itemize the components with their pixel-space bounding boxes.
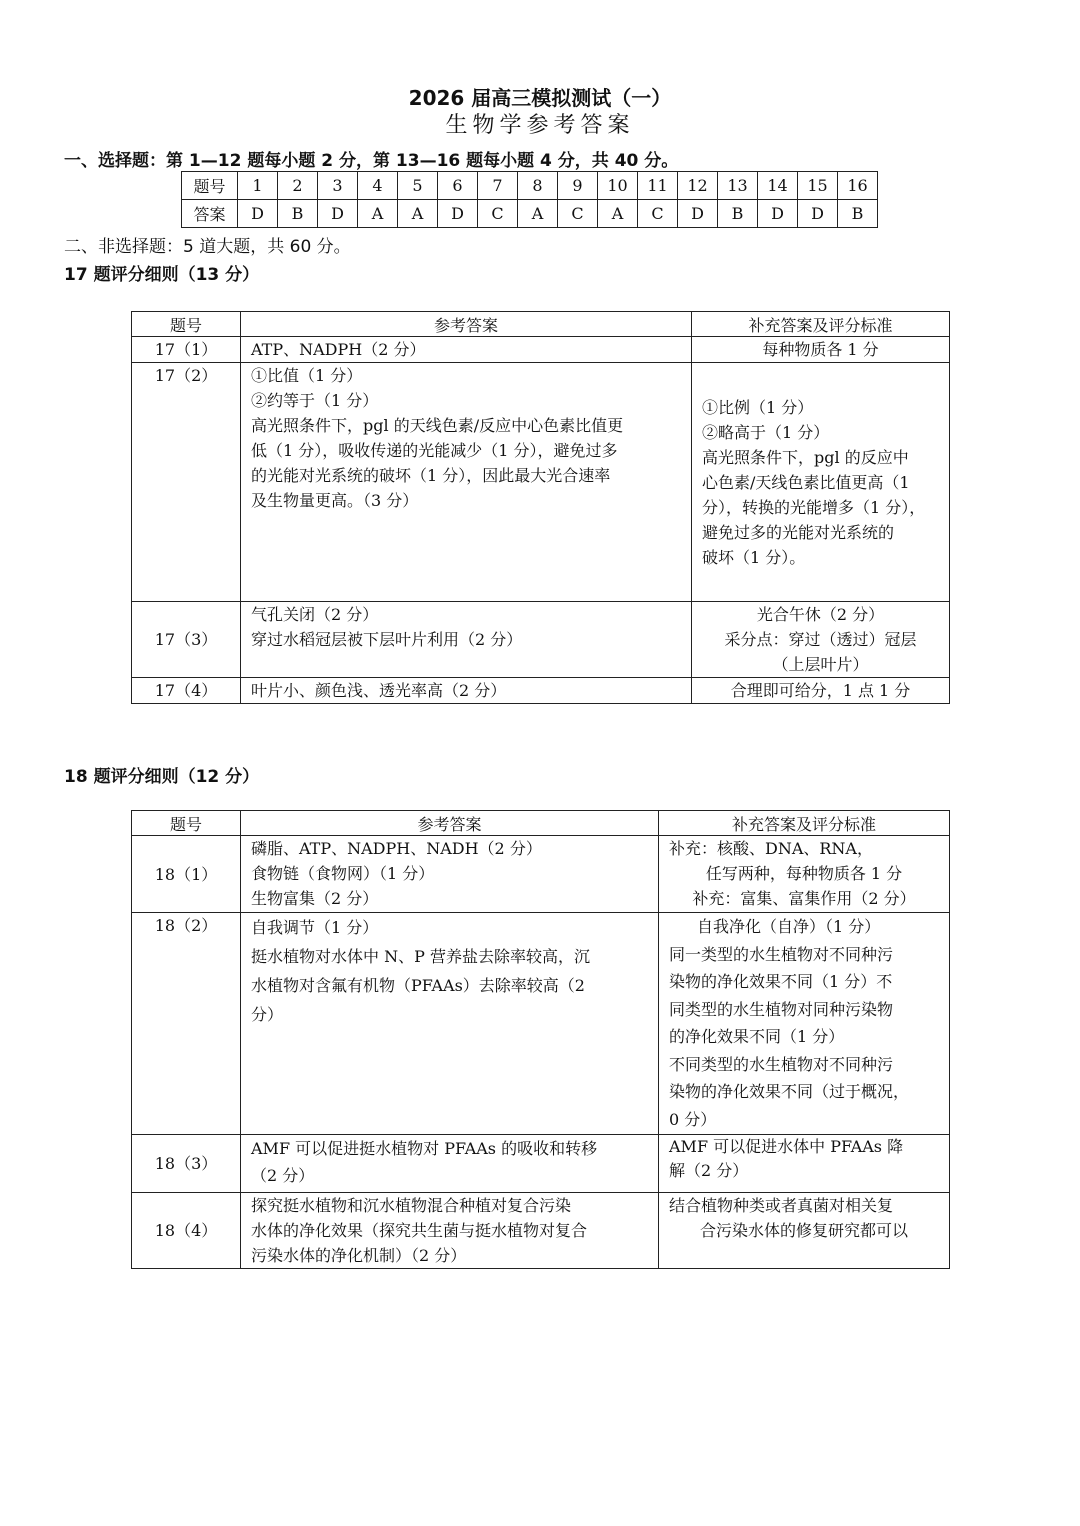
column-header: 题号 <box>132 811 241 836</box>
answer-line: 水体的净化效果（探究共生菌与挺水植物对复合 <box>251 1221 588 1240</box>
supplement-line: 高光照条件下，pgl 的反应中 <box>702 447 909 467</box>
q17-heading: 17 题评分细则（13 分） <box>64 265 260 285</box>
mcq-number: 4 <box>358 172 398 200</box>
page-subtitle: 生物学参考答案 <box>445 113 635 138</box>
answer-line: 穿过水稻冠层被下层叶片利用（2 分） <box>251 630 523 649</box>
mcq-answer: B <box>278 200 318 228</box>
q18-heading: 18 题评分细则（12 分） <box>64 767 260 787</box>
mcq-row-label: 答案 <box>182 200 238 228</box>
answer-line: 磷脂、ATP、NADPH、NADH（2 分） <box>251 839 542 858</box>
mcq-number: 16 <box>838 172 878 200</box>
supplement-cell <box>659 836 950 913</box>
table-row <box>132 1135 950 1193</box>
supplement-line: 0 分） <box>669 1109 717 1129</box>
answer-line: 探究挺水植物和沉水植物混合种植对复合污染 <box>251 1196 572 1215</box>
answer-cell <box>241 836 659 913</box>
mcq-answer: C <box>558 200 598 228</box>
column-header: 参考答案 <box>241 312 692 337</box>
mcq-number: 3 <box>318 172 358 200</box>
table-row <box>132 913 950 1135</box>
mcq-number: 6 <box>438 172 478 200</box>
answer-line: 及生物量更高。（3 分） <box>251 491 419 510</box>
column-header: 补充答案及评分标准 <box>659 811 950 836</box>
answer-cell <box>241 363 692 602</box>
supplement-line: 补充：富集、富集作用（2 分） <box>692 889 916 908</box>
table-row <box>132 602 950 678</box>
mcq-answer: B <box>838 200 878 228</box>
mcq-answer: D <box>238 200 278 228</box>
column-header: 补充答案及评分标准 <box>692 312 950 337</box>
supplement-line: 染物的净化效果不同（1 分）不 <box>669 972 893 991</box>
answer-line: 挺水植物对水体中 N、P 营养盐去除率较高，沉 <box>251 947 590 966</box>
mcq-row-label: 题号 <box>182 172 238 200</box>
supplement-line: ①比例（1 分） <box>702 397 814 417</box>
mcq-number: 2 <box>278 172 318 200</box>
supplement-cell <box>692 363 950 602</box>
section2-heading: 二、非选择题：5 道大题，共 60 分。 <box>64 237 351 257</box>
supplement-line: 补充：核酸、DNA、RNA， <box>669 839 873 858</box>
mcq-answer: A <box>598 200 638 228</box>
q17-grading-table <box>131 311 950 704</box>
mcq-answer: D <box>438 200 478 228</box>
answer-line: 自我调节（1 分） <box>251 918 379 937</box>
mcq-answer: A <box>518 200 558 228</box>
answer-cell <box>241 678 692 704</box>
table-row <box>132 337 950 363</box>
answer-line: 污染水体的净化机制）（2 分） <box>251 1246 467 1265</box>
mcq-number: 9 <box>558 172 598 200</box>
mcq-number: 11 <box>638 172 678 200</box>
mcq-answer: C <box>638 200 678 228</box>
answer-line: 高光照条件下，pgl 的天线色素/反应中心色素比值更 <box>251 416 624 435</box>
mcq-answer: D <box>758 200 798 228</box>
supplement-cell <box>692 602 950 678</box>
answer-line: 分） <box>251 1005 284 1024</box>
supplement-cell <box>659 1135 950 1193</box>
table-header-row <box>132 811 950 836</box>
supplement-line: （上层叶片） <box>772 655 869 674</box>
answer-cell <box>241 1135 659 1193</box>
column-header: 题号 <box>132 312 241 337</box>
mcq-answer-row <box>182 200 878 228</box>
supplement-line: 任写两种，每种物质各 1 分 <box>705 864 903 883</box>
supplement-line: 解（2 分） <box>669 1161 749 1180</box>
column-header: 参考答案 <box>241 811 659 836</box>
supplement-line: ②略高于（1 分） <box>702 422 830 442</box>
supplement-line: 心色素/天线色素比值更高（1 <box>702 472 910 492</box>
mcq-answer: A <box>358 200 398 228</box>
supplement-cell <box>692 337 950 363</box>
answer-line: ATP、NADPH（2 分） <box>251 340 426 359</box>
mcq-number: 15 <box>798 172 838 200</box>
supplement-line: 的净化效果不同（1 分） <box>669 1027 845 1046</box>
mcq-number: 5 <box>398 172 438 200</box>
supplement-line: 结合植物种类或者真菌对相关复 <box>669 1196 894 1215</box>
mcq-number: 10 <box>598 172 638 200</box>
answer-line: 低（1 分），吸收传递的光能减少（1 分），避免过多 <box>251 441 618 460</box>
table-row <box>132 836 950 913</box>
question-number: 18（2） <box>132 913 241 1135</box>
answer-line: 叶片小、颜色浅、透光率高（2 分） <box>251 681 507 700</box>
supplement-line: 每种物质各 1 分 <box>762 340 879 359</box>
table-header-row <box>132 312 950 337</box>
answer-line: AMF 可以促进挺水植物对 PFAAs 的吸收和转移 <box>251 1139 598 1158</box>
supplement-line: 同一类型的水生植物对不同种污 <box>669 944 894 964</box>
question-number: 17（2） <box>132 363 241 602</box>
q18-grading-table <box>131 810 950 1269</box>
mcq-answer: D <box>678 200 718 228</box>
table-row <box>132 1193 950 1269</box>
supplement-cell <box>692 678 950 704</box>
table-row <box>132 363 950 602</box>
question-number: 18（4） <box>132 1193 241 1269</box>
question-number: 17（4） <box>132 678 241 704</box>
mcq-answer: A <box>398 200 438 228</box>
supplement-line: 自我净化（自净）（1 分） <box>697 917 881 936</box>
section1-heading: 一、选择题：第 1—12 题每小题 2 分，第 13—16 题每小题 4 分，共 40 分。 <box>64 151 679 171</box>
mcq-answer: B <box>718 200 758 228</box>
answer-cell <box>241 913 659 1135</box>
mcq-answer: D <box>318 200 358 228</box>
answer-cell <box>241 602 692 678</box>
answer-line: ②约等于（1 分） <box>251 391 379 410</box>
question-number: 18（3） <box>132 1135 241 1193</box>
mcq-number: 7 <box>478 172 518 200</box>
answer-line: 水植物对含氟有机物（PFAAs）去除率较高（2 <box>251 976 585 995</box>
supplement-cell <box>659 913 950 1135</box>
mcq-number: 13 <box>718 172 758 200</box>
answer-line: 的光能对光系统的破坏（1 分），因此最大光合速率 <box>251 466 611 485</box>
supplement-line: 避免过多的光能对光系统的 <box>702 522 895 542</box>
answer-line: （2 分） <box>251 1166 315 1185</box>
question-number: 17（3） <box>132 602 241 678</box>
supplement-line: 染物的净化效果不同（过于概况， <box>669 1082 910 1101</box>
supplement-line: 不同类型的水生植物对不同种污 <box>669 1054 894 1074</box>
answer-line: 气孔关闭（2 分） <box>251 605 379 624</box>
answer-line: 生物富集（2 分） <box>251 889 379 908</box>
mcq-answer: D <box>798 200 838 228</box>
supplement-line: 同类型的水生植物对同种污染物 <box>669 999 894 1019</box>
supplement-line: 分），转换的光能增多（1 分）， <box>702 497 926 517</box>
mcq-answer: C <box>478 200 518 228</box>
supplement-line: 合污染水体的修复研究都可以 <box>699 1221 908 1240</box>
question-number: 18（1） <box>132 836 241 913</box>
mcq-number-row <box>182 172 878 200</box>
mcq-number: 14 <box>758 172 798 200</box>
question-number: 17（1） <box>132 337 241 363</box>
mcq-number: 12 <box>678 172 718 200</box>
mcq-number: 1 <box>238 172 278 200</box>
answer-line: ①比值（1 分） <box>251 366 363 385</box>
mcq-answer-table <box>181 171 878 228</box>
supplement-line: 采分点：穿过（透过）冠层 <box>724 630 917 649</box>
supplement-line: 光合午休（2 分） <box>756 605 885 624</box>
table-row <box>132 678 950 704</box>
answer-line: 食物链（食物网）（1 分） <box>251 864 435 883</box>
page-title: 2026 届高三模拟测试（一） <box>408 86 672 110</box>
mcq-number: 8 <box>518 172 558 200</box>
supplement-cell <box>659 1193 950 1269</box>
supplement-line: 破坏（1 分）。 <box>702 547 806 567</box>
supplement-line: 合理即可给分，1 点 1 分 <box>730 681 911 700</box>
supplement-line: AMF 可以促进水体中 PFAAs 降 <box>669 1137 904 1156</box>
answer-cell <box>241 337 692 363</box>
answer-cell <box>241 1193 659 1269</box>
